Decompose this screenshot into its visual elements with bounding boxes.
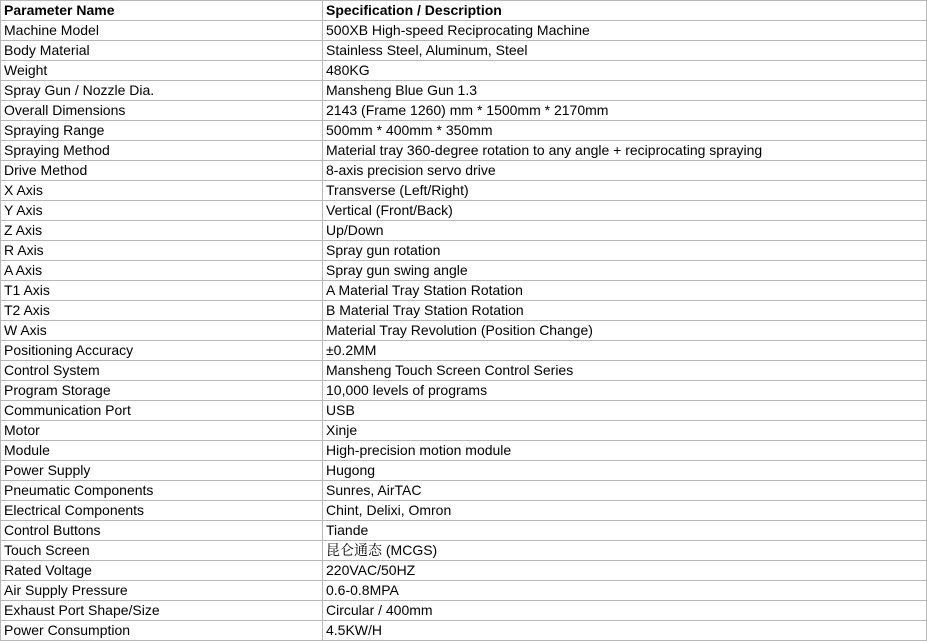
header-parameter-name: Parameter Name [1,1,323,21]
parameter-name-cell: Y Axis [1,201,323,221]
parameter-name-cell: Communication Port [1,401,323,421]
specification-cell: Tiande [323,521,927,541]
specification-cell: Circular / 400mm [323,601,927,621]
parameter-name-cell: Weight [1,61,323,81]
table-header [1,1,927,21]
header-specification: Specification / Description [323,1,927,21]
specification-cell: Spray gun rotation [323,241,927,261]
table-row [1,321,927,341]
specification-cell: 500mm * 400mm * 350mm [323,121,927,141]
specification-cell: Mansheng Blue Gun 1.3 [323,81,927,101]
parameter-name-cell: T2 Axis [1,301,323,321]
table-row [1,81,927,101]
parameter-name-cell: Control Buttons [1,521,323,541]
parameter-name-cell: Power Consumption [1,621,323,641]
specification-cell: 2143 (Frame 1260) mm * 1500mm * 2170mm [323,101,927,121]
specification-cell: USB [323,401,927,421]
specification-cell: Hugong [323,461,927,481]
table-row [1,381,927,401]
table-row [1,161,927,181]
table-row [1,521,927,541]
table-row [1,61,927,81]
specification-cell: Sunres, AirTAC [323,481,927,501]
parameter-name-cell: Power Supply [1,461,323,481]
parameter-name-cell: Positioning Accuracy [1,341,323,361]
specification-cell: Spray gun swing angle [323,261,927,281]
parameter-name-cell: Machine Model [1,21,323,41]
parameter-name-cell: Pneumatic Components [1,481,323,501]
table-row [1,121,927,141]
table-row [1,481,927,501]
parameter-name-cell: Program Storage [1,381,323,401]
header-row [1,1,927,21]
parameter-name-cell: Motor [1,421,323,441]
table-row [1,261,927,281]
table-row [1,181,927,201]
parameter-name-cell: Drive Method [1,161,323,181]
table-row [1,421,927,441]
specification-cell: 0.6-0.8MPA [323,581,927,601]
parameter-name-cell: Z Axis [1,221,323,241]
table-row [1,541,927,561]
specification-cell: Up/Down [323,221,927,241]
specification-cell: ±0.2MM [323,341,927,361]
parameter-name-cell: Spraying Method [1,141,323,161]
table-row [1,501,927,521]
specification-cell: 480KG [323,61,927,81]
specification-cell: Material Tray Revolution (Position Change) [323,321,927,341]
table-row [1,281,927,301]
table-row [1,621,927,641]
parameter-name-cell: Spray Gun / Nozzle Dia. [1,81,323,101]
parameter-name-cell: W Axis [1,321,323,341]
specification-cell: 220VAC/50HZ [323,561,927,581]
table-row [1,21,927,41]
table-row [1,201,927,221]
specification-cell: Stainless Steel, Aluminum, Steel [323,41,927,61]
table-row [1,401,927,421]
parameter-name-cell: Exhaust Port Shape/Size [1,601,323,621]
parameter-name-cell: Control System [1,361,323,381]
parameter-name-cell: Air Supply Pressure [1,581,323,601]
specification-cell: Chint, Delixi, Omron [323,501,927,521]
specification-cell: High-precision motion module [323,441,927,461]
specification-cell: 500XB High-speed Reciprocating Machine [323,21,927,41]
specification-cell: A Material Tray Station Rotation [323,281,927,301]
specification-cell: B Material Tray Station Rotation [323,301,927,321]
table-row [1,441,927,461]
table-body [1,21,927,641]
table-row [1,561,927,581]
table-row [1,361,927,381]
table-row [1,341,927,361]
table-row [1,601,927,621]
parameter-name-cell: Spraying Range [1,121,323,141]
specification-cell: Material tray 360-degree rotation to any angle + reciprocating spraying [323,141,927,161]
parameter-name-cell: Electrical Components [1,501,323,521]
specification-cell: Mansheng Touch Screen Control Series [323,361,927,381]
table-row [1,221,927,241]
table-row [1,41,927,61]
specification-cell: Xinje [323,421,927,441]
table-row [1,101,927,121]
parameter-name-cell: T1 Axis [1,281,323,301]
table-row [1,141,927,161]
table-row [1,241,927,261]
specification-cell: 昆仑通态 (MCGS) [323,541,927,561]
table-row [1,461,927,481]
specification-cell: 4.5KW/H [323,621,927,641]
parameter-name-cell: X Axis [1,181,323,201]
specification-cell: 8-axis precision servo drive [323,161,927,181]
parameter-name-cell: Overall Dimensions [1,101,323,121]
specification-cell: Vertical (Front/Back) [323,201,927,221]
table-row [1,581,927,601]
parameter-name-cell: Module [1,441,323,461]
table-row [1,301,927,321]
parameter-name-cell: Rated Voltage [1,561,323,581]
parameter-name-cell: R Axis [1,241,323,261]
specification-cell: 10,000 levels of programs [323,381,927,401]
parameter-name-cell: Body Material [1,41,323,61]
parameter-name-cell: Touch Screen [1,541,323,561]
specification-cell: Transverse (Left/Right) [323,181,927,201]
parameter-name-cell: A Axis [1,261,323,281]
